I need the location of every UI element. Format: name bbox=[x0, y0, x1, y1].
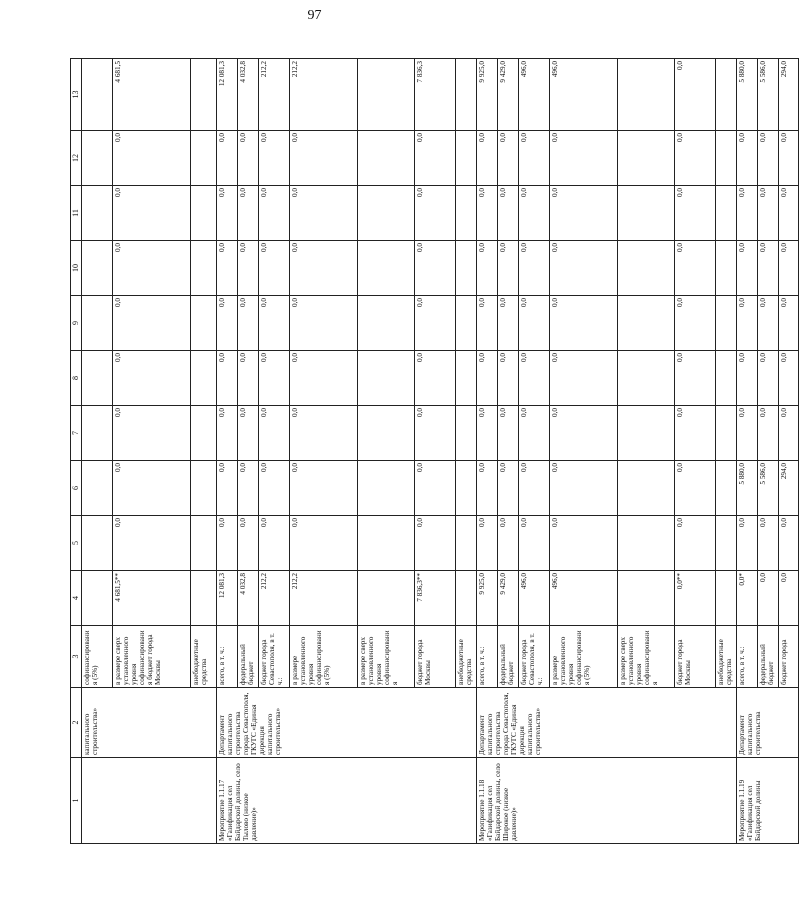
value-cell: 0,0 bbox=[518, 516, 549, 571]
value-cell: 0,0 bbox=[477, 241, 498, 296]
activity-name-cell: Мероприятие 1.1.17 «Газификация сел Байдарской долины, село Тылово (низкое давление)» bbox=[217, 758, 477, 844]
value-cell: 0,0 bbox=[497, 131, 518, 186]
column-header: 13 bbox=[71, 59, 82, 131]
value-cell: 0,0 bbox=[113, 351, 191, 406]
value-cell bbox=[357, 296, 414, 351]
column-header: 3 bbox=[71, 626, 82, 688]
value-cell bbox=[191, 571, 217, 626]
value-cell: 0,0 bbox=[113, 406, 191, 461]
value-cell bbox=[716, 241, 737, 296]
column-header: 7 bbox=[71, 406, 82, 461]
column-header: 6 bbox=[71, 461, 82, 516]
funding-source-cell: бюджет города bbox=[778, 626, 799, 688]
funding-source-cell: в размере сверх установленного уровня софинансирования бюджет города Москвы bbox=[113, 626, 191, 688]
value-cell: 0,0 bbox=[258, 186, 289, 241]
value-cell: 7 836,3** bbox=[414, 571, 456, 626]
total-cell: 9 429,0 bbox=[497, 59, 518, 131]
value-cell: 0,0 bbox=[518, 131, 549, 186]
value-cell: 212,2 bbox=[289, 571, 357, 626]
value-cell: 0,0 bbox=[549, 241, 617, 296]
activity-name-cell: Мероприятие 1.1.18 «Газификация сел Байдарской долины, село Широкое (низкое давление)» bbox=[477, 758, 737, 844]
value-cell: 0,0 bbox=[674, 296, 716, 351]
responsible-cell: Департамент капитального строительства bbox=[737, 688, 799, 758]
value-cell bbox=[82, 131, 113, 186]
value-cell: 0,0 bbox=[237, 296, 258, 351]
value-cell: 0,0 bbox=[737, 516, 758, 571]
value-cell bbox=[191, 241, 217, 296]
value-cell bbox=[82, 241, 113, 296]
value-cell: 0,0 bbox=[258, 461, 289, 516]
value-cell: 0,0 bbox=[477, 406, 498, 461]
value-cell: 0,0 bbox=[518, 406, 549, 461]
value-cell: 0,0 bbox=[497, 186, 518, 241]
value-cell: 0,0 bbox=[258, 131, 289, 186]
total-cell bbox=[82, 59, 113, 131]
value-cell bbox=[716, 186, 737, 241]
value-cell: 0,0* bbox=[737, 571, 758, 626]
value-cell: 9 429,0 bbox=[497, 571, 518, 626]
value-cell: 0,0 bbox=[674, 186, 716, 241]
value-cell: 0,0 bbox=[289, 241, 357, 296]
funding-source-cell: в размере сверх установленного уровня софинансирования bbox=[617, 626, 674, 688]
value-cell bbox=[716, 461, 737, 516]
value-cell: 0,0 bbox=[258, 406, 289, 461]
value-cell: 0,0 bbox=[477, 131, 498, 186]
column-header: 1 bbox=[71, 758, 82, 844]
value-cell: 0,0 bbox=[778, 406, 799, 461]
funding-source-cell: федеральный бюджет bbox=[237, 626, 258, 688]
value-cell bbox=[82, 296, 113, 351]
value-cell: 496,0 bbox=[549, 571, 617, 626]
value-cell: 0,0 bbox=[289, 296, 357, 351]
value-cell: 0,0 bbox=[674, 516, 716, 571]
column-header: 2 bbox=[71, 688, 82, 758]
total-cell bbox=[617, 59, 674, 131]
value-cell bbox=[617, 241, 674, 296]
funding-source-cell: бюджет города Севастополя, в т. ч.: bbox=[518, 626, 549, 688]
value-cell: 0,0 bbox=[497, 296, 518, 351]
value-cell: 0,0 bbox=[497, 351, 518, 406]
value-cell: 0,0 bbox=[113, 296, 191, 351]
value-cell bbox=[456, 571, 477, 626]
value-cell: 0,0 bbox=[477, 186, 498, 241]
value-cell bbox=[357, 461, 414, 516]
value-cell: 0,0 bbox=[757, 186, 778, 241]
funding-source-cell: бюджет города Москвы bbox=[674, 626, 716, 688]
value-cell: 0,0 bbox=[518, 461, 549, 516]
value-cell bbox=[617, 406, 674, 461]
value-cell: 0,0 bbox=[289, 516, 357, 571]
funding-source-cell: в размере установленного уровня софинансирования (5%) bbox=[549, 626, 617, 688]
value-cell: 0,0 bbox=[289, 406, 357, 461]
value-cell: 0,0 bbox=[217, 131, 238, 186]
value-cell bbox=[456, 461, 477, 516]
value-cell bbox=[716, 406, 737, 461]
value-cell: 0,0 bbox=[778, 571, 799, 626]
value-cell: 0,0 bbox=[258, 241, 289, 296]
total-cell bbox=[456, 59, 477, 131]
value-cell bbox=[357, 516, 414, 571]
value-cell: 0,0 bbox=[237, 241, 258, 296]
value-cell: 0,0 bbox=[113, 131, 191, 186]
value-cell: 0,0 bbox=[237, 516, 258, 571]
value-cell: 0,0 bbox=[778, 186, 799, 241]
value-cell: 5 880,0 bbox=[737, 461, 758, 516]
value-cell: 0,0 bbox=[414, 351, 456, 406]
value-cell: 0,0 bbox=[549, 516, 617, 571]
table-row bbox=[477, 59, 498, 844]
value-cell bbox=[716, 131, 737, 186]
value-cell: 0,0 bbox=[674, 131, 716, 186]
value-cell: 4 681,5** bbox=[113, 571, 191, 626]
value-cell bbox=[617, 571, 674, 626]
value-cell: 0,0 bbox=[217, 516, 238, 571]
total-cell: 4 032,8 bbox=[237, 59, 258, 131]
value-cell: 0,0 bbox=[549, 351, 617, 406]
value-cell: 0,0 bbox=[477, 516, 498, 571]
value-cell: 0,0 bbox=[113, 241, 191, 296]
value-cell bbox=[191, 516, 217, 571]
value-cell: 12 081,3 bbox=[217, 571, 238, 626]
value-cell: 0,0 bbox=[414, 241, 456, 296]
total-cell bbox=[191, 59, 217, 131]
value-cell bbox=[82, 186, 113, 241]
value-cell: 0,0 bbox=[737, 241, 758, 296]
funding-source-cell: софинансирования (5%) bbox=[82, 626, 113, 688]
value-cell: 0,0 bbox=[549, 406, 617, 461]
value-cell: 0,0 bbox=[258, 351, 289, 406]
value-cell: 0,0 bbox=[757, 131, 778, 186]
value-cell: 0,0 bbox=[518, 186, 549, 241]
column-header: 10 bbox=[71, 241, 82, 296]
total-cell bbox=[357, 59, 414, 131]
value-cell: 0,0 bbox=[217, 241, 238, 296]
value-cell: 0,0 bbox=[217, 461, 238, 516]
total-cell: 212,2 bbox=[258, 59, 289, 131]
value-cell: 0,0 bbox=[518, 296, 549, 351]
value-cell bbox=[357, 351, 414, 406]
value-cell: 0,0 bbox=[237, 406, 258, 461]
table-row bbox=[737, 59, 758, 844]
value-cell bbox=[82, 406, 113, 461]
activity-name-cell bbox=[82, 758, 217, 844]
total-cell bbox=[716, 59, 737, 131]
value-cell: 0,0 bbox=[549, 186, 617, 241]
value-cell: 0,0 bbox=[289, 351, 357, 406]
value-cell: 0,0 bbox=[674, 351, 716, 406]
value-cell bbox=[617, 516, 674, 571]
value-cell: 0,0 bbox=[778, 241, 799, 296]
funding-source-cell: федеральный бюджет bbox=[497, 626, 518, 688]
value-cell: 0,0 bbox=[737, 296, 758, 351]
value-cell bbox=[191, 296, 217, 351]
value-cell bbox=[617, 186, 674, 241]
rotated-table-container bbox=[70, 59, 788, 844]
funding-source-cell: внебюджетные средства bbox=[456, 626, 477, 688]
value-cell: 0,0 bbox=[414, 296, 456, 351]
value-cell: 0,0** bbox=[674, 571, 716, 626]
table-row bbox=[82, 59, 113, 844]
value-cell: 0,0 bbox=[217, 351, 238, 406]
value-cell: 0,0 bbox=[778, 296, 799, 351]
value-cell bbox=[357, 406, 414, 461]
value-cell: 0,0 bbox=[237, 186, 258, 241]
activity-name-cell: Мероприятие 1.1.19 «Газификация сел Байдарской долины bbox=[737, 758, 799, 844]
value-cell bbox=[716, 296, 737, 351]
total-cell: 12 081,3 bbox=[217, 59, 238, 131]
total-cell: 7 836,3 bbox=[414, 59, 456, 131]
value-cell: 0,0 bbox=[549, 461, 617, 516]
value-cell: 0,0 bbox=[477, 351, 498, 406]
total-cell: 0,0 bbox=[674, 59, 716, 131]
value-cell: 0,0 bbox=[737, 131, 758, 186]
value-cell: 0,0 bbox=[497, 241, 518, 296]
value-cell: 0,0 bbox=[737, 351, 758, 406]
column-header: 11 bbox=[71, 186, 82, 241]
value-cell: 0,0 bbox=[778, 516, 799, 571]
value-cell bbox=[617, 351, 674, 406]
column-header: 9 bbox=[71, 296, 82, 351]
value-cell: 0,0 bbox=[113, 516, 191, 571]
value-cell: 0,0 bbox=[414, 461, 456, 516]
value-cell bbox=[357, 241, 414, 296]
value-cell: 0,0 bbox=[757, 406, 778, 461]
value-cell: 0,0 bbox=[737, 406, 758, 461]
value-cell: 0,0 bbox=[217, 406, 238, 461]
value-cell: 0,0 bbox=[674, 241, 716, 296]
value-cell: 0,0 bbox=[237, 461, 258, 516]
funding-table bbox=[70, 58, 799, 844]
value-cell: 0,0 bbox=[757, 351, 778, 406]
value-cell: 0,0 bbox=[414, 131, 456, 186]
value-cell: 0,0 bbox=[217, 186, 238, 241]
value-cell: 0,0 bbox=[518, 351, 549, 406]
value-cell: 4 032,8 bbox=[237, 571, 258, 626]
value-cell: 0,0 bbox=[289, 461, 357, 516]
funding-source-cell: всего, в т. ч.: bbox=[217, 626, 238, 688]
value-cell: 0,0 bbox=[674, 461, 716, 516]
value-cell: 0,0 bbox=[778, 351, 799, 406]
total-cell: 9 925,0 bbox=[477, 59, 498, 131]
value-cell: 0,0 bbox=[757, 296, 778, 351]
total-cell: 294,0 bbox=[778, 59, 799, 131]
value-cell bbox=[191, 351, 217, 406]
value-cell: 0,0 bbox=[477, 296, 498, 351]
value-cell: 0,0 bbox=[414, 406, 456, 461]
responsible-cell: Департамент капитального строительства города Севастополя, ГКУГС «Единая дирекция капитального строительства» bbox=[477, 688, 737, 758]
value-cell: 0,0 bbox=[757, 516, 778, 571]
value-cell: 0,0 bbox=[497, 516, 518, 571]
value-cell: 9 925,0 bbox=[477, 571, 498, 626]
value-cell: 0,0 bbox=[289, 186, 357, 241]
value-cell bbox=[456, 131, 477, 186]
value-cell: 0,0 bbox=[113, 186, 191, 241]
total-cell: 5 586,0 bbox=[757, 59, 778, 131]
funding-source-cell: бюджет города Москвы bbox=[414, 626, 456, 688]
table-row bbox=[217, 59, 238, 844]
value-cell: 0,0 bbox=[778, 131, 799, 186]
funding-source-cell: внебюджетные средства bbox=[191, 626, 217, 688]
column-header: 5 bbox=[71, 516, 82, 571]
column-header: 12 bbox=[71, 131, 82, 186]
value-cell bbox=[82, 461, 113, 516]
column-header: 8 bbox=[71, 351, 82, 406]
value-cell bbox=[357, 131, 414, 186]
value-cell: 0,0 bbox=[757, 571, 778, 626]
value-cell bbox=[357, 571, 414, 626]
value-cell: 212,2 bbox=[258, 571, 289, 626]
value-cell bbox=[82, 351, 113, 406]
funding-source-cell: всего, в т. ч.: bbox=[477, 626, 498, 688]
total-cell: 4 681,5 bbox=[113, 59, 191, 131]
value-cell bbox=[357, 186, 414, 241]
funding-source-cell: внебюджетные средства bbox=[716, 626, 737, 688]
value-cell bbox=[191, 461, 217, 516]
value-cell bbox=[456, 351, 477, 406]
value-cell: 5 586,0 bbox=[757, 461, 778, 516]
page-number: 97 bbox=[307, 8, 322, 23]
value-cell bbox=[617, 296, 674, 351]
value-cell bbox=[617, 131, 674, 186]
value-cell: 0,0 bbox=[497, 406, 518, 461]
table-body bbox=[71, 59, 799, 844]
value-cell bbox=[82, 516, 113, 571]
value-cell bbox=[191, 186, 217, 241]
value-cell: 0,0 bbox=[258, 516, 289, 571]
value-cell: 0,0 bbox=[497, 461, 518, 516]
value-cell: 0,0 bbox=[237, 351, 258, 406]
value-cell bbox=[191, 406, 217, 461]
funding-source-cell: бюджет города Севастополя, в т. ч.: bbox=[258, 626, 289, 688]
value-cell: 0,0 bbox=[549, 296, 617, 351]
value-cell: 0,0 bbox=[217, 296, 238, 351]
value-cell: 0,0 bbox=[113, 461, 191, 516]
value-cell: 0,0 bbox=[477, 461, 498, 516]
funding-source-cell: в размере установленного уровня софинансирования (5%) bbox=[289, 626, 357, 688]
value-cell: 0,0 bbox=[549, 131, 617, 186]
value-cell bbox=[456, 186, 477, 241]
value-cell: 0,0 bbox=[258, 296, 289, 351]
total-cell: 5 880,0 bbox=[737, 59, 758, 131]
value-cell: 0,0 bbox=[757, 241, 778, 296]
funding-source-cell: всего, в т. ч.: bbox=[737, 626, 758, 688]
value-cell bbox=[82, 571, 113, 626]
value-cell bbox=[191, 131, 217, 186]
total-cell: 496,0 bbox=[549, 59, 617, 131]
value-cell: 0,0 bbox=[237, 131, 258, 186]
value-cell bbox=[456, 296, 477, 351]
value-cell bbox=[456, 406, 477, 461]
value-cell: 0,0 bbox=[518, 241, 549, 296]
value-cell bbox=[617, 461, 674, 516]
value-cell: 0,0 bbox=[414, 186, 456, 241]
value-cell: 496,0 bbox=[518, 571, 549, 626]
value-cell: 0,0 bbox=[289, 131, 357, 186]
total-cell: 496,0 bbox=[518, 59, 549, 131]
column-header: 4 bbox=[71, 571, 82, 626]
funding-source-cell: федеральный бюджет bbox=[757, 626, 778, 688]
responsible-cell: капитального строительства» bbox=[82, 688, 217, 758]
value-cell: 0,0 bbox=[674, 406, 716, 461]
responsible-cell: Департамент капитального строительства города Севастополя, ГКУГС «Единая дирекция капитального строительства» bbox=[217, 688, 477, 758]
total-cell: 212,2 bbox=[289, 59, 357, 131]
value-cell bbox=[456, 241, 477, 296]
value-cell bbox=[716, 516, 737, 571]
value-cell bbox=[456, 516, 477, 571]
value-cell bbox=[716, 351, 737, 406]
value-cell: 0,0 bbox=[737, 186, 758, 241]
value-cell bbox=[716, 571, 737, 626]
header-row bbox=[71, 59, 82, 844]
value-cell: 294,0 bbox=[778, 461, 799, 516]
funding-source-cell: в размере сверх установленного уровня софинансирования bbox=[357, 626, 414, 688]
value-cell: 0,0 bbox=[414, 516, 456, 571]
